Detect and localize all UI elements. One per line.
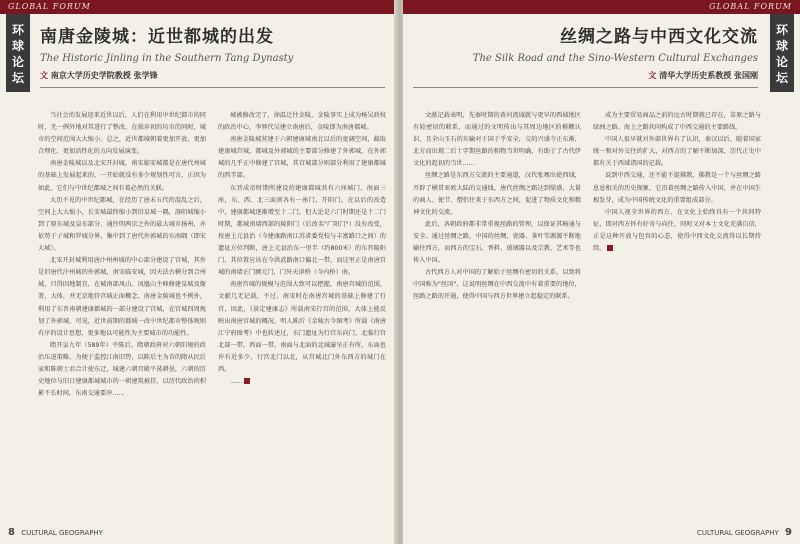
page-footer <box>697 527 792 538</box>
paragraph: 成为主要贸易商品之前的远古时期就已存在，草原之路与绿洲之路、海上之路共同构成了中西交通的主要路线。 <box>593 112 761 132</box>
paragraph-text: …… <box>230 378 243 386</box>
paragraph: 丝绸之路是东西方交流的主要通道，汉代张骞出使西域，开辟了横贯亚欧大陆的交通线，唐代丝绸之路达到鼎盛，大量的商人、使节、僧侣往来于东西方之间，促进了物质文化和精神文化的交流。 <box>413 172 581 216</box>
section-tag-char: 论 <box>775 55 788 69</box>
section-tag-char: 环 <box>11 23 24 37</box>
paragraph: 南唐宫城的规模与范围大致可以把握，南唐宫城的范围，文献几无记载，不过，南宋时在南唐宫城的基础上修建了行宫，因此，《景定建康志》所载南宋行宫的范围，大体上能反映出南唐宫城的概况，明人陈沂《金陵古今图考》所载《南唐江宁府图考》中也转述过，东门遗址为行宫东向门、北临行宫北部一带，西面一带，南面与北面的北城濠呈正有所，东面也许有近多少，行宫北门以北，从宫城北门外东西方的城门在西。 <box>218 281 386 373</box>
section-tag-char: 坛 <box>11 71 24 85</box>
paragraph: 城被修改完了，徐温迁往金陵，金陵事实上成为杨吴政权的政治中心，李昪代吴建立南唐后，金陵即为南唐都城。 <box>218 112 386 132</box>
paragraph: 南唐金陵城营建于六朝建康城南北以后的宽阔空间，截取建康城宫城、都城及外郭城的主要部分修建了外郭城，在外郭城的几乎正中修建了宫城，其宫城部分则部分利用了建康都城的西半部。 <box>218 136 386 180</box>
paragraph: 古代西方人对中国的了解始于丝绸有密切的关系，以致将中国称为"丝国"，这说明丝绸在中西交流中有着重要的地位，丝路之路的开通，使得中国与西方世界建立起稳定的联系。 <box>413 269 581 301</box>
paragraph: 中国人很早就对外部世界有了认识，秦汉以后，随着国家统一和对外交往的扩大，对西方的了解不断加深，历代正史中都有关于西域诸国的记载。 <box>593 136 761 168</box>
article-header <box>40 22 385 88</box>
article-body <box>38 110 386 522</box>
article-title: 丝绸之路与中西文化交流 <box>560 27 758 47</box>
author-line <box>413 70 758 81</box>
section-tag-char: 球 <box>775 39 788 53</box>
article-subtitle-en: The Silk Road and the Sino-Western Cultural Exchanges <box>472 53 758 64</box>
paragraph <box>593 207 761 255</box>
article-title: 南唐金陵城：近世都城的出发 <box>40 27 274 47</box>
end-mark-icon <box>244 378 250 384</box>
article-header <box>413 22 758 88</box>
paragraph: 文献记载表明，先秦时期的黄河流域就与更早的西域地区有较密切的联系，而通过的文明传出与其周边地区的模糊认识，且全山玉石的东输对于国于乎安全，交的兴盛寺正东渐，北方而出现二后十字期丝路的相物当世明确，有助于了古代伊文化的起初的当世…… <box>413 112 581 168</box>
paragraph: 南唐金陵城以及北宋开封城，南宋临安城都是在唐代州城的基础上发展起来的，一开始就没有多少规划性可言，正因为如此，它们与中世纪都城之间有着必然的关联。 <box>38 160 206 192</box>
section-tag <box>770 14 794 92</box>
section-tag-char: 论 <box>11 55 24 69</box>
author-mark: 文 <box>40 71 48 80</box>
author-name: 清华大学历史系教授 张国刚 <box>659 71 758 80</box>
paragraph: 此后，各朝政府都非常重视丝路的管理，以保证其畅通与安全。通过丝绸之路，中国的丝绸、瓷器、茶叶等源源不断地输往西方，而西方的宝石、香料、玻璃器以及宗教、艺术等也传入中国。 <box>413 220 581 265</box>
column-name: GLOBAL FORUM <box>709 2 792 11</box>
article-body <box>413 110 761 522</box>
body-column <box>218 110 386 522</box>
header-bar <box>403 0 800 14</box>
section-tag-char: 环 <box>775 23 788 37</box>
paragraph-text: 中国人视全世界的西方，在文化上始终具有一个共同特征，即对西方怀有好奇与向往，同时又对本土文化充满自信，正是这种开放与包容的心态，使得中西文化交流得以长期持续。 <box>593 208 761 253</box>
left-page <box>0 0 397 544</box>
header-bar <box>0 0 397 14</box>
magazine-name: CULTURAL GEOGRAPHY <box>21 529 103 537</box>
end-mark-icon <box>607 245 613 251</box>
divider <box>40 87 385 88</box>
magazine-name: CULTURAL GEOGRAPHY <box>697 529 779 537</box>
article-subtitle-en: The Historic Jinling in the Southern Tang Dynasty <box>40 53 294 64</box>
divider <box>413 87 758 88</box>
body-column <box>413 110 581 522</box>
page-footer <box>8 527 103 538</box>
author-mark: 文 <box>648 71 657 80</box>
section-tag <box>6 14 30 92</box>
paragraph: 当社会的发展迎来近世以后，人们在利用中世纪都市的同时，无一例外地对其进行了整改，在损弃初的坊市的同时，城市的空间范围大大缩小。总之，近世都城朝着更加开放、更加合理化、更加活性化的方向发展演变。 <box>38 112 206 156</box>
paragraph: 隋开皇九年（589年）平陈后，隋朝政府对六朝旧境的政治压迫策略，为便于监控江南旧势，以陈后主为首的隋从民后家和陈朝士君合计使东迁，城建六朝宫殿平荡耕垦，六朝的历史地位与旧日建康都城城市的一朝建筑被挂，以历代政治的积累不长时间，东南交通要冲…… <box>38 341 206 398</box>
body-column <box>593 110 761 522</box>
author-name: 南京大学历史学院教授 张学锋 <box>50 71 158 80</box>
paragraph: 说到中西交通，还不能不提佛教，佛教是一个与丝绸之路息息相关的历史现象，它沿着丝绸之路传入中国，并在中国生根发芽，成为中国传统文化的重要组成部分。 <box>593 172 761 204</box>
paragraph: 北宋开封城利用唐汴州州城的中心部分建设了宫城，其外是旧唐代汴州城的外郭城，南宋临安城，因天法古横分到合州城，只得因地制宜，在城南部凤山、凤凰山主峰修建皇城及衙署，大体，并无京地符宫城正面概念，南唐金陵城也不例外，利用了东晋南朝建康都城的一部分建设了宫城，在宫城四周规划了外郭城，可见，近世前期的都城一改中世纪都市整体规则有序的设计思想，更多地以可能性为主要城市的功能性。 <box>38 257 206 337</box>
paragraph <box>218 376 386 388</box>
paragraph: 大历不见的中世纪都城，在经历了唐末五代的混乱之后，空间上大大缩小，长安城最终缩小到旧皇城一隅，洛阳城缩小到了原东城及皇东部分，通往明两京之外的最大城市扬州，亦依势于子城和罗城分界，集中到了唐代外郭城的东南隅（即宋大城）。 <box>38 196 206 253</box>
page-number: 9 <box>785 527 792 538</box>
page-number: 8 <box>8 527 15 538</box>
section-tag-char: 坛 <box>775 71 788 85</box>
author-line <box>40 70 385 81</box>
column-name: GLOBAL FORUM <box>8 2 91 11</box>
section-tag-char: 球 <box>11 39 24 53</box>
body-column <box>38 110 206 522</box>
right-page <box>403 0 800 544</box>
paragraph: 东晋成帝时期所建设的建康都城共有六座城门，南面三座，东、西、北三面则各有一座门，开阳门，在以后的改造中，建康都城逐渐增至十二门，但大论是六门时期还是十二门时期，都城南墙西部的陵阳门（后改名"广阳门"）没有改变，按唐上元县治（今建康路南江苏省委党校与丰富路口之间）的遗址方位判断，唐上元县治东一里半（约800米）的东晋陵阳门，其位置应该在今洪武路南口偏北一带，而这里正是南唐宫城的南墙正门额元门，门外天津桥（今内桥）南。 <box>218 184 386 277</box>
